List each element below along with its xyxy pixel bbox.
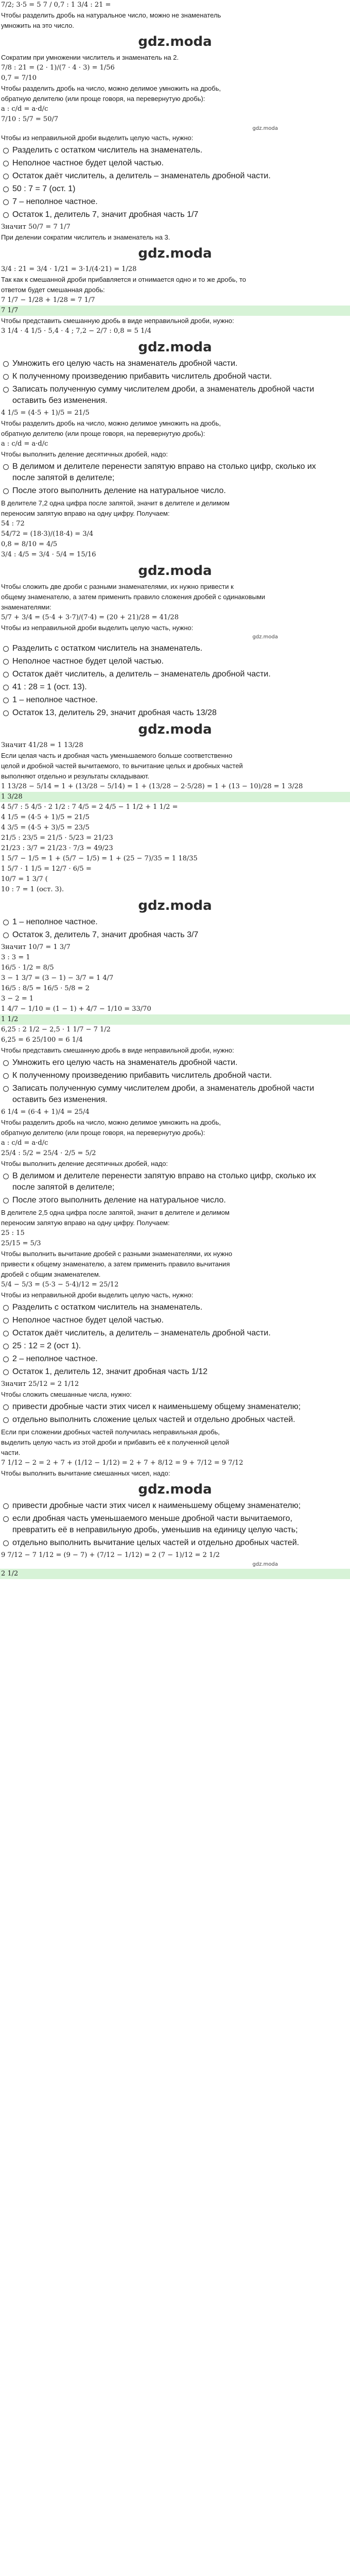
text-line: привести к общему знаменателю, а затем применить правило вычитания [1, 1260, 230, 1268]
text-line: Чтобы выполнить деление десятичных дробей, надо: [1, 450, 168, 458]
text-line: Если целая часть и дробная часть уменьшаемого больше соответственно [1, 752, 233, 759]
text-line: обратную делителю (или проще говоря, на перевернутую дробь): [1, 1129, 205, 1137]
text-line: Чтобы из неправильной дроби выделить целую часть, нужно: [1, 1291, 194, 1299]
bullet-item: привести дробные части этих чисел к наименьшему общему знаменателю; [0, 1500, 321, 1512]
bullet-item: К полученному произведению прибавить числитель дробной части. [0, 371, 321, 382]
text-line: 54/72 = (18·3)/(18·4) = 3/4 [1, 530, 94, 538]
text-line: 3 − 1 3/7 = (3 − 1) − 3/7 = 1 4/7 [1, 974, 114, 982]
text-line: 1 4/7 − 1/10 = (1 − 1) + 4/7 − 1/10 = 33/70 [1, 1005, 151, 1013]
text-line: a : c/d = a·d/c [1, 1139, 48, 1147]
watermark-logo: gdz.moda [138, 898, 212, 913]
text-line: Чтобы разделить дробь на натуральное число, можно не знаменатель [1, 11, 221, 19]
bullet-item: Записать полученную сумму числителем дроби, а знаменатель дробной части оставить без изменения. [0, 384, 321, 406]
text-line: 5/7 + 3/4 = (5·4 + 3·7)/(7·4) = (20 + 21)/28 = 41/28 [1, 614, 179, 621]
bullet-item: отдельно выполнить вычитание целых частей и отдельно дробных частей. [0, 1537, 321, 1549]
bullet-item: Разделить с остатком числитель на знаменатель. [0, 145, 321, 156]
bullet-item: Остаток даёт числитель, а делитель – знаменатель дробной части. [0, 171, 321, 182]
text-line: Значит 10/7 = 1 3/7 [1, 943, 71, 951]
text-line: Чтобы разделить дробь на число, можно делимое умножить на дробь, [1, 84, 221, 92]
text-line: 25/4 : 5/2 = 25/4 · 2/5 = 5/2 [1, 1149, 96, 1157]
text-line: 9 7/12 − 7 1/12 = (9 − 7) + (7/12 − 1/12) = 2 (7 − 1)/12 = 2 1/2 [1, 1551, 220, 1559]
text-line: Чтобы сложить смешанные числа, нужно: [1, 1391, 132, 1398]
text-line: 0,8 = 8/10 = 4/5 [1, 540, 58, 548]
text-line: дробей с общим знаменателем. [1, 1270, 101, 1278]
bullet-item: Неполное частное будет целой частью. [0, 656, 321, 667]
text-line: переносим запятую вправо на одну цифру. Получаем: [1, 510, 170, 517]
bullet-item: 1 – неполное частное. [0, 694, 321, 706]
text-line: 4 3/5 = (4·5 + 3)/5 = 23/5 [1, 824, 90, 832]
text-line: выполняют отдельно и результаты складывают. [1, 772, 150, 780]
text-line: 1 5/7 · 1 1/5 = 12/7 · 6/5 = [1, 865, 92, 873]
bullet-item: К полученному произведению прибавить числитель дробной части. [0, 1070, 321, 1081]
text-line: 25 : 15 [1, 1229, 25, 1237]
watermark-small: gdz.moda [252, 126, 278, 131]
text-line: 6,25 : 2 1/2 − 2,5 · 1 1/7 − 7 1/2 [1, 1026, 111, 1033]
bullet-item: Остаток 3, делитель 7, значит дробная часть 3/7 [0, 929, 321, 941]
answer-line: 1 1/2 [0, 1014, 350, 1025]
text-line: обратную делителю (или проще говоря, на перевернутую дробь): [1, 430, 205, 437]
watermark-logo: gdz.moda [138, 340, 212, 355]
text-line: Чтобы сложить две дроби с разными знаменателями, их нужно привести к [1, 583, 234, 590]
bullet-item: Остаток даёт числитель, а делитель – знаменатель дробной части. [0, 1328, 321, 1339]
text-line: 16/5 : 8/5 = 16/5 · 5/8 = 2 [1, 985, 90, 992]
bullet-item: отдельно выполнить сложение целых частей и отдельно дробных частей. [0, 1414, 321, 1426]
text-line: переносим запятую вправо на одну цифру. Получаем: [1, 1219, 170, 1227]
text-line: выделить целую часть из этой дроби и прибавить её к полученной целой [1, 1438, 230, 1446]
bullet-item: Остаток 13, делитель 29, значит дробная часть 13/28 [0, 707, 321, 719]
text-line: Чтобы разделить дробь на число, можно делимое умножить на дробь, [1, 419, 221, 427]
text-line: Значит 25/12 = 2 1/12 [1, 1380, 79, 1388]
text-line: Чтобы представить смешанную дробь в виде неправильной дроби, нужно: [1, 1046, 234, 1054]
text-line: 4 1/5 = (4·5 + 1)/5 = 21/5 [1, 409, 90, 417]
text-line: 7/2; 3·5 = 5 7 / 0,7 : 1 3/4 : 21 = [1, 1, 111, 9]
text-line: 4 5/7 : 5 4/5 · 2 1/2 : 7 4/5 = 2 4/5 − 1 1/2 + 1 1/2 = [1, 803, 178, 811]
text-line: 1 13/28 − 5/14 = 1 + (13/28 − 5/14) = 1 + (13/28 − 2·5/28) = 1 + (13 − 10)/28 = 1 3/28 [1, 783, 303, 790]
text-line: 3 − 2 = 1 [1, 995, 34, 1003]
bullet-item: 2 – неполное частное. [0, 1353, 321, 1365]
bullet-item: В делимом и делителе перенести запятую вправо на столько цифр, сколько их после запятой в делителе; [0, 1171, 321, 1193]
bullet-item: 25 : 12 = 2 (ост 1). [0, 1341, 321, 1352]
text-line: Чтобы из неправильной дроби выделить целую часть, нужно: [1, 624, 194, 632]
bullet-item: Остаток даёт числитель, а делитель – знаменатель дробной части. [0, 669, 321, 680]
text-line: 21/23 : 3/7 = 21/23 · 7/3 = 49/23 [1, 844, 113, 852]
text-line: 10/7 = 1 3/7 ( [1, 875, 48, 883]
text-line: обратную делителю (или проще говоря, на перевернутую дробь): [1, 95, 205, 103]
text-line: Значит 50/7 = 7 1/7 [1, 223, 71, 231]
text-line: Чтобы представить смешанную дробь в виде неправильной дроби, нужно: [1, 317, 234, 325]
text-line: 4 1/5 = (4·5 + 1)/5 = 21/5 [1, 814, 90, 821]
text-line: 0,7 = 7/10 [1, 74, 37, 82]
text-line: 6,25 = 6 25/100 = 6 1/4 [1, 1036, 83, 1044]
text-line: Чтобы из неправильной дроби выделить целую часть, нужно: [1, 134, 194, 142]
text-line: 5/4 − 5/3 = (5·3 − 5·4)/12 = 25/12 [1, 1281, 119, 1289]
bullet-item: если дробная часть уменьшаемого меньше дробной части вычитаемого, превратить её в неправильную дробь, уменьшив на единицу целую часть; [0, 1513, 321, 1536]
watermark-small: gdz.moda [252, 634, 278, 640]
text-line: 7 1/12 − 2 = 2 + 7 + (1/12 − 1/12) = 2 + 7 + 8/12 = 9 + 7/12 = 9 7/12 [1, 1459, 243, 1467]
answer-line: 2 1/2 [0, 1569, 350, 1579]
bullet-item: 41 : 28 = 1 (ост. 13). [0, 682, 321, 693]
text-line: Так как к смешанной дроби прибавляется и отнимается одно и то же дробь, то [1, 276, 247, 283]
text-line: 3 1/4 · 4 1/5 · 5,4 · 4 ; 7,2 − 2/7 : 0,8 = 5 1/4 [1, 327, 151, 335]
bullet-item: После этого выполнить деление на натуральное число. [0, 485, 321, 497]
text-line: 21/5 : 23/5 = 21/5 · 5/23 = 21/23 [1, 834, 113, 842]
text-line: Чтобы разделить дробь на число, можно делимое умножить на дробь, [1, 1118, 221, 1126]
text-line: знаменателями: [1, 603, 51, 611]
text-line: 7/8 : 21 = (2 · 1)/(7 · 4 · 3) = 1/56 [1, 64, 115, 72]
bullet-item: 50 : 7 = 7 (ост. 1) [0, 183, 321, 195]
text-line: общему знаменателю, а затем применить правило сложения дробей с одинаковыми [1, 593, 266, 601]
text-line: 54 : 72 [1, 520, 25, 528]
text-line: Значит 41/28 = 1 13/28 [1, 741, 83, 749]
text-line: части. [1, 1449, 21, 1456]
bullet-item: Остаток 1, делитель 7, значит дробная часть 1/7 [0, 209, 321, 221]
text-line: целой и дробной частей вычитаемого, то вычитание целых и дробных частей [1, 762, 243, 770]
text-line: Чтобы выполнить вычитание смешанных чисел, надо: [1, 1469, 170, 1477]
bullet-item: Неполное частное будет целой частью. [0, 1315, 321, 1326]
bullet-item: Умножить его целую часть на знаменатель дробной части. [0, 358, 321, 369]
bullet-item: Разделить с остатком числитель на знаменатель. [0, 643, 321, 654]
text-line: 6 1/4 = (6·4 + 1)/4 = 25/4 [1, 1108, 90, 1116]
text-line: Если при сложении дробных частей получилась неправильная дробь, [1, 1428, 220, 1436]
text-line: Сократим при умножении числитель и знаменатель на 2. [1, 54, 179, 61]
text-line: 3/4 : 21 = 3/4 · 1/21 = 3·1/(4·21) = 1/28 [1, 265, 137, 273]
text-line: Чтобы выполнить вычитание дробей с разными знаменателями, их нужно [1, 1250, 233, 1258]
bullet-item: Неполное частное будет целой частью. [0, 158, 321, 169]
text-line: Чтобы выполнить деление десятичных дробей, надо: [1, 1160, 168, 1167]
watermark-small: gdz.moda [252, 1562, 278, 1567]
text-line: 25/15 = 5/3 [1, 1240, 41, 1247]
bullet-item: Записать полученную сумму числителем дроби, а знаменатель дробной части оставить без изменения. [0, 1083, 321, 1106]
text-line: В делителе 7,2 одна цифра после запятой, значит в делителе и делимом [1, 499, 230, 507]
text-line: 10 : 7 = 1 (ост. 3). [1, 886, 64, 893]
text-line: В делителе 2,5 одна цифра после запятой, значит в делителе и делимом [1, 1209, 230, 1216]
bullet-item: В делимом и делителе перенести запятую вправо на столько цифр, сколько их после запятой в делителе; [0, 461, 321, 484]
watermark-logo: gdz.moda [138, 34, 212, 49]
watermark-logo: gdz.moda [138, 246, 212, 261]
text-line: ответом будет смешанная дробь: [1, 286, 105, 294]
bullet-item: После этого выполнить деление на натуральное число. [0, 1195, 321, 1206]
bullet-item: Умножить его целую часть на знаменатель дробной части. [0, 1057, 321, 1069]
bullet-item: 7 – неполное частное. [0, 196, 321, 208]
watermark-logo: gdz.moda [138, 563, 212, 579]
text-line: 3/4 : 4/5 = 3/4 · 5/4 = 15/16 [1, 551, 96, 558]
watermark-logo: gdz.moda [138, 1482, 212, 1497]
bullet-item: привести дробные части этих чисел к наименьшему общему знаменателю; [0, 1401, 321, 1413]
watermark-logo: gdz.moda [138, 722, 212, 737]
text-line: 7 1/7 − 1/28 + 1/28 = 7 1/7 [1, 296, 95, 304]
text-line: 1 5/7 − 1/5 = 1 + (5/7 − 1/5) = 1 + (25 − 7)/35 = 1 18/35 [1, 855, 198, 862]
text-line: умножить на это число. [1, 22, 74, 29]
bullet-item: Разделить с остатком числитель на знаменатель. [0, 1302, 321, 1313]
text-line: a : c/d = a·d/c [1, 440, 48, 448]
text-line: a : c/d = a·d/c [1, 105, 48, 113]
answer-line: 7 1/7 [0, 306, 350, 316]
text-line: 7/10 : 5/7 = 50/7 [1, 115, 59, 123]
text-line: 3 : 3 = 1 [1, 954, 30, 961]
text-line: При делении сократим числитель и знаменатель на 3. [1, 233, 170, 241]
answer-line: 1 3/28 [0, 792, 350, 802]
bullet-item: Остаток 1, делитель 12, значит дробная часть 1/12 [0, 1366, 321, 1378]
text-line: 16/5 · 1/2 = 8/5 [1, 964, 54, 972]
bullet-item: 1 – неполное частное. [0, 917, 321, 928]
